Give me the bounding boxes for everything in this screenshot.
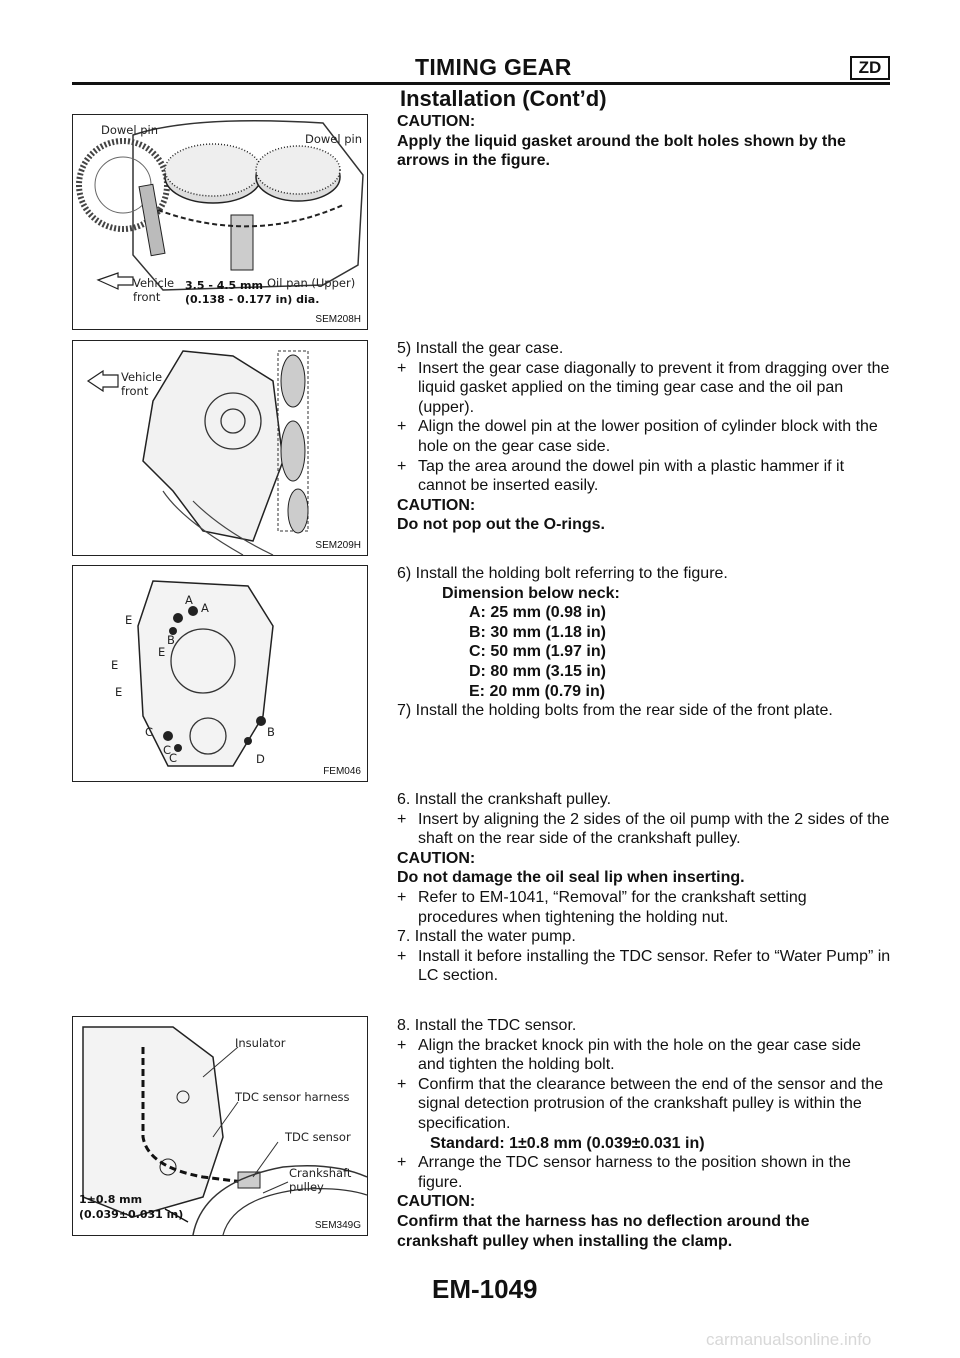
- dimension-label: 3.5 - 4.5 mm: [185, 279, 263, 292]
- dowel-pin-left-label: Dowel pin: [101, 123, 159, 137]
- clearance-label: 1±0.8 mm: [79, 1193, 143, 1206]
- bullet-item: + Align the bracket knock pin with the hole on the gear case side and tighten the holding bolt.: [397, 1036, 861, 1074]
- bolt-label-c: C: [145, 725, 154, 739]
- dimension-value: B: 30 mm (1.18 in): [469, 623, 606, 641]
- vehicle-label: Vehicle: [121, 370, 163, 384]
- bullet-item: + Confirm that the clearance between the end of the sensor and the signal detection protrusion of the crankshaft pulley is within the specification.: [397, 1075, 884, 1132]
- step-crankshaft-pulley: [397, 790, 891, 986]
- bullet-item: + Insert by aligning the 2 sides of the oil pump with the 2 sides of the shaft on the rear side of the crankshaft pulley.: [397, 810, 890, 848]
- figure-fem046: [72, 565, 368, 782]
- bullet-item: + Install it before installing the TDC sensor. Refer to “Water Pump” in LC section.: [397, 947, 891, 985]
- dimension-title: Dimension below neck:: [442, 584, 620, 602]
- figure-code: SEM208H: [315, 314, 361, 325]
- caution-label: CAUTION:: [397, 849, 476, 867]
- caution-label: CAUTION:: [397, 113, 476, 130]
- step-holding-bolts: [397, 564, 891, 721]
- step-text: 5) Install the gear case.: [397, 340, 564, 357]
- front-label: front: [121, 384, 149, 398]
- section-title: Installation (Cont’d): [400, 86, 607, 111]
- dimension-inch-label: (0.138 - 0.177 in) dia.: [185, 293, 320, 306]
- bullet-item: + Align the dowel pin at the lower position of cylinder block with the hole on the gear case side.: [397, 418, 878, 455]
- figure-sem208h: [72, 114, 368, 330]
- step-text: 7. Install the water pump.: [397, 928, 576, 946]
- gear-case-gasket-illustration: [73, 115, 367, 329]
- step-text: 6. Install the crankshaft pulley.: [397, 791, 612, 808]
- bolt-label-b: B: [267, 725, 275, 739]
- pulley-label: pulley: [289, 1180, 324, 1194]
- caution-block-gasket: [397, 112, 891, 171]
- caution-label: CAUTION:: [397, 496, 476, 514]
- caution-label: CAUTION:: [397, 1193, 476, 1211]
- engine-badge: ZD: [850, 56, 890, 80]
- bolt-label-e: E: [158, 645, 166, 659]
- bolt-label-e: E: [125, 613, 133, 627]
- clearance-inch-label: (0.039±0.031 in): [79, 1208, 184, 1221]
- dimension-value: A: 25 mm (0.98 in): [469, 604, 606, 622]
- watermark: carmanualsonline.info: [706, 1330, 872, 1349]
- figure-sem209h: [72, 340, 368, 556]
- caution-text: Apply the liquid gasket around the bolt holes shown by the arrows in the figure.: [397, 132, 846, 170]
- dimension-value: C: 50 mm (1.97 in): [469, 643, 606, 661]
- gear-case-install-illustration: [73, 341, 367, 555]
- page-number: EM-1049: [432, 1274, 538, 1304]
- bolt-label-e: E: [115, 685, 123, 699]
- step-text: 7) Install the holding bolts from the rear side of the front plate.: [397, 702, 833, 720]
- oil-pan-label: Oil pan (Upper): [267, 276, 356, 290]
- bullet-item: + Refer to EM-1041, “Removal” for the crankshaft setting procedures when tightening the holding nut.: [397, 888, 807, 926]
- dowel-pin-right-label: Dowel pin: [305, 132, 363, 146]
- figure-sem349g: [72, 1016, 368, 1236]
- figure-code: SEM209H: [315, 540, 361, 551]
- dimension-value: E: 20 mm (0.79 in): [469, 682, 606, 700]
- insulator-label: Insulator: [235, 1036, 286, 1050]
- caution-text: Do not damage the oil seal lip when inserting.: [397, 869, 745, 887]
- caution-text: Confirm that the harness has no deflection around the crankshaft pulley when installing the clamp.: [397, 1212, 810, 1250]
- front-label: front: [133, 290, 161, 304]
- page-header-title: TIMING GEAR: [415, 54, 572, 80]
- dimension-value: D: 80 mm (3.15 in): [469, 662, 606, 680]
- bolt-label-a: A: [185, 593, 193, 607]
- tdc-sensor-label: TDC sensor: [285, 1130, 351, 1144]
- bolt-label-e: E: [111, 658, 119, 672]
- tdc-harness-label: TDC sensor harness: [235, 1090, 350, 1104]
- vehicle-label: Vehicle: [133, 276, 175, 290]
- caution-text: Do not pop out the O-rings.: [397, 516, 605, 534]
- step-text: 6) Install the holding bolt referring to the figure.: [397, 565, 728, 582]
- standard-value: Standard: 1±0.8 mm (0.039±0.031 in): [430, 1134, 705, 1152]
- header-rule: [72, 82, 890, 85]
- bolt-label-c: C: [169, 751, 178, 765]
- step-install-gear-case: [397, 339, 891, 535]
- bolt-label-a: A: [201, 601, 209, 615]
- step-text: 8. Install the TDC sensor.: [397, 1017, 577, 1034]
- crankshaft-label: Crankshaft: [289, 1166, 352, 1180]
- figure-code: FEM046: [323, 766, 361, 777]
- bullet-item: + Insert the gear case diagonally to prevent it from dragging over the liquid gasket applied on the timing gear case and the oil pan (upper).: [397, 359, 890, 416]
- tdc-sensor-illustration: [73, 1017, 367, 1235]
- bolt-label-d: D: [256, 752, 265, 766]
- figure-code: SEM349G: [314, 1220, 361, 1231]
- bolt-label-b: B: [167, 633, 175, 647]
- bullet-item: + Tap the area around the dowel pin with a plastic hammer if it cannot be inserted easily.: [397, 457, 845, 495]
- bullet-item: + Arrange the TDC sensor harness to the position shown in the figure.: [397, 1154, 851, 1191]
- bolt-label-c: C: [163, 743, 172, 757]
- step-tdc-sensor: [397, 1016, 891, 1251]
- holding-bolt-layout-illustration: [73, 566, 367, 781]
